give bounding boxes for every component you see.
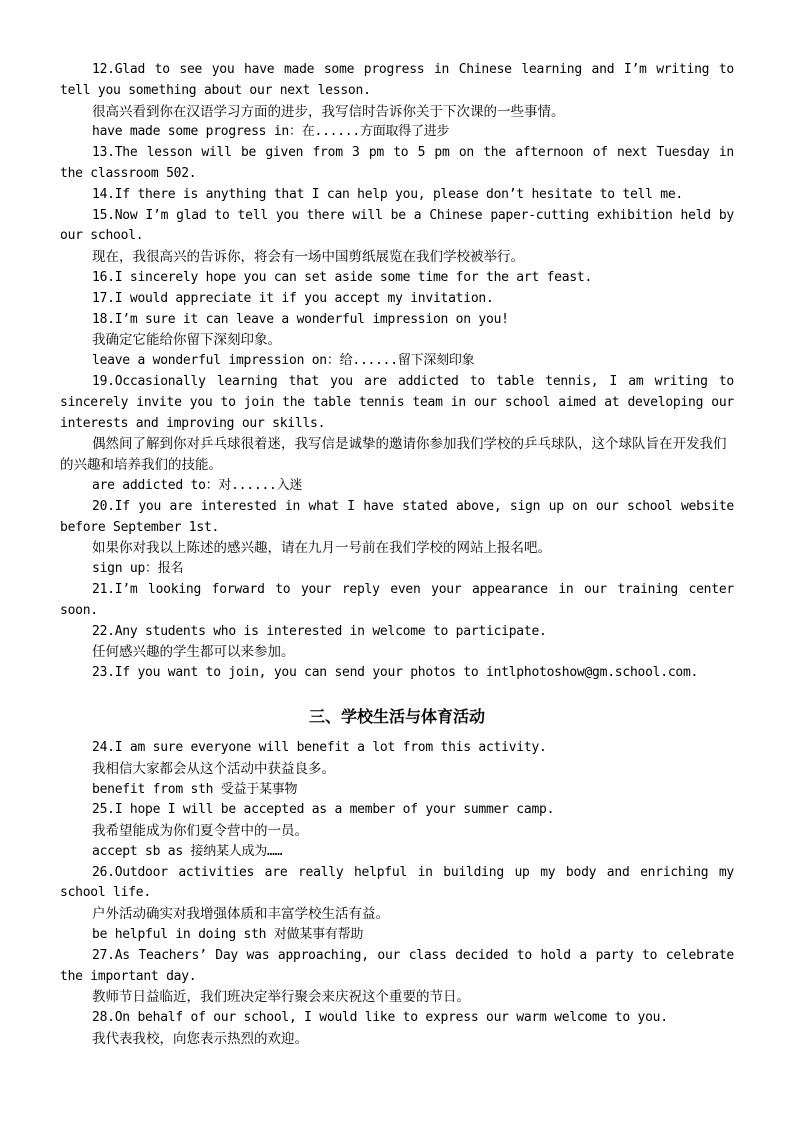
english-sentence-line: 24.I am sure everyone will benefit a lot from this activity. (92, 739, 547, 755)
chinese-translation-line: 如果你对我以上陈述的感兴趣，请在九月一号前在我们学校的网站上报名吧。 (92, 540, 551, 557)
chinese-translation-line: 我相信大家都会从这个活动中获益良多。 (92, 760, 335, 777)
chinese-translation-line: 我确定它能给你留下深刻印象。 (92, 332, 281, 349)
chinese-translation-line: 任何感兴趣的学生都可以来参加。 (92, 644, 295, 661)
english-sentence-line: 28.On behalf of our school, I would like to express our warm welcome to you. (92, 1010, 668, 1026)
english-sentence-line: have made some progress in：在......方面取得了进步 (92, 124, 450, 140)
english-sentence-line: be helpful in doing sth 对做某事有帮助 (92, 927, 364, 943)
chinese-translation-line: 教师节日益临近，我们班决定举行聚会来庆祝这个重要的节日。 (92, 989, 470, 1006)
english-sentence-line: 14.If there is anything that I can help you, please don’t hesitate to tell me. (92, 186, 683, 202)
chinese-translation-line: 我希望能成为你们夏令营中的一员。 (92, 823, 308, 840)
english-sentence-line: benefit from sth 受益于某事物 (92, 781, 298, 797)
english-sentence-line: 19.Occasionally learning that you are addicted to table tennis, I am writing to sincerely invite you to join the table tennis team in our school aimed at developing our interests and improving our skills. (60, 373, 734, 431)
english-sentence-line: 17.I would appreciate it if you accept my invitation. (92, 290, 494, 306)
chinese-translation-line: 很高兴看到你在汉语学习方面的进步，我写信时告诉你关于下次课的一些事情。 (92, 103, 565, 120)
section-school-life-sentences (60, 738, 734, 1050)
english-sentence-line: 22.Any students who is interested in welcome to participate. (92, 623, 547, 639)
document-page (60, 60, 734, 1050)
english-sentence-line: 15.Now I’m glad to tell you there will be a Chinese paper-cutting exhibition held by our school. (60, 207, 734, 244)
english-sentence-line: 21.I’m looking forward to your reply even your appearance in our training center soon. (60, 581, 734, 618)
english-sentence-line: 25.I hope I will be accepted as a member of your summer camp. (92, 802, 555, 818)
section-writing-sentences (60, 60, 734, 684)
english-sentence-line: are addicted to：对......入迷 (92, 477, 303, 493)
english-sentence-line: 26.Outdoor activities are really helpful in building up my body and enriching my school life. (60, 864, 734, 901)
english-sentence-line: 23.If you want to join, you can send your photos to intlphotoshow@gm.school.com. (92, 665, 699, 681)
english-sentence-line: 20.If you are interested in what I have stated above, sign up on our school website before September 1st. (60, 498, 734, 535)
chinese-translation-line: 我代表我校，向您表示热烈的欢迎。 (92, 1031, 308, 1048)
english-sentence-line: leave a wonderful impression on：给......留下深刻印象 (92, 353, 475, 369)
english-sentence-line: 12.Glad to see you have made some progress in Chinese learning and I’m writing to tell you something about our next lesson. (60, 62, 734, 98)
english-sentence-line: 13.The lesson will be given from 3 pm to 5 pm on the afternoon of next Tuesday in the classroom 502. (60, 145, 734, 181)
english-sentence-line: accept sb as 接纳某人成为…… (92, 843, 283, 859)
section-heading: 三、学校生活与体育活动 (308, 706, 485, 726)
english-sentence-line: sign up：报名 (92, 561, 184, 577)
english-sentence-line: 16.I sincerely hope you can set aside some time for the art feast. (92, 269, 593, 285)
chinese-translation-line: 户外活动确实对我增强体质和丰富学校生活有益。 (92, 906, 389, 923)
chinese-translation-line: 偶然间了解到你对乒乓球很着迷，我写信是诚挚的邀请你参加我们学校的乒乓球队，这个球队旨在开发我们的兴趣和培养我们的技能。 (60, 436, 727, 474)
english-sentence-line: 18.I’m sure it can leave a wonderful impression on you! (92, 311, 509, 327)
english-sentence-line: 27.As Teachers’ Day was approaching, our class decided to hold a party to celebrate the important day. (60, 947, 734, 984)
chinese-translation-line: 现在，我很高兴的告诉你，将会有一场中国剪纸展览在我们学校被举行。 (92, 249, 524, 266)
